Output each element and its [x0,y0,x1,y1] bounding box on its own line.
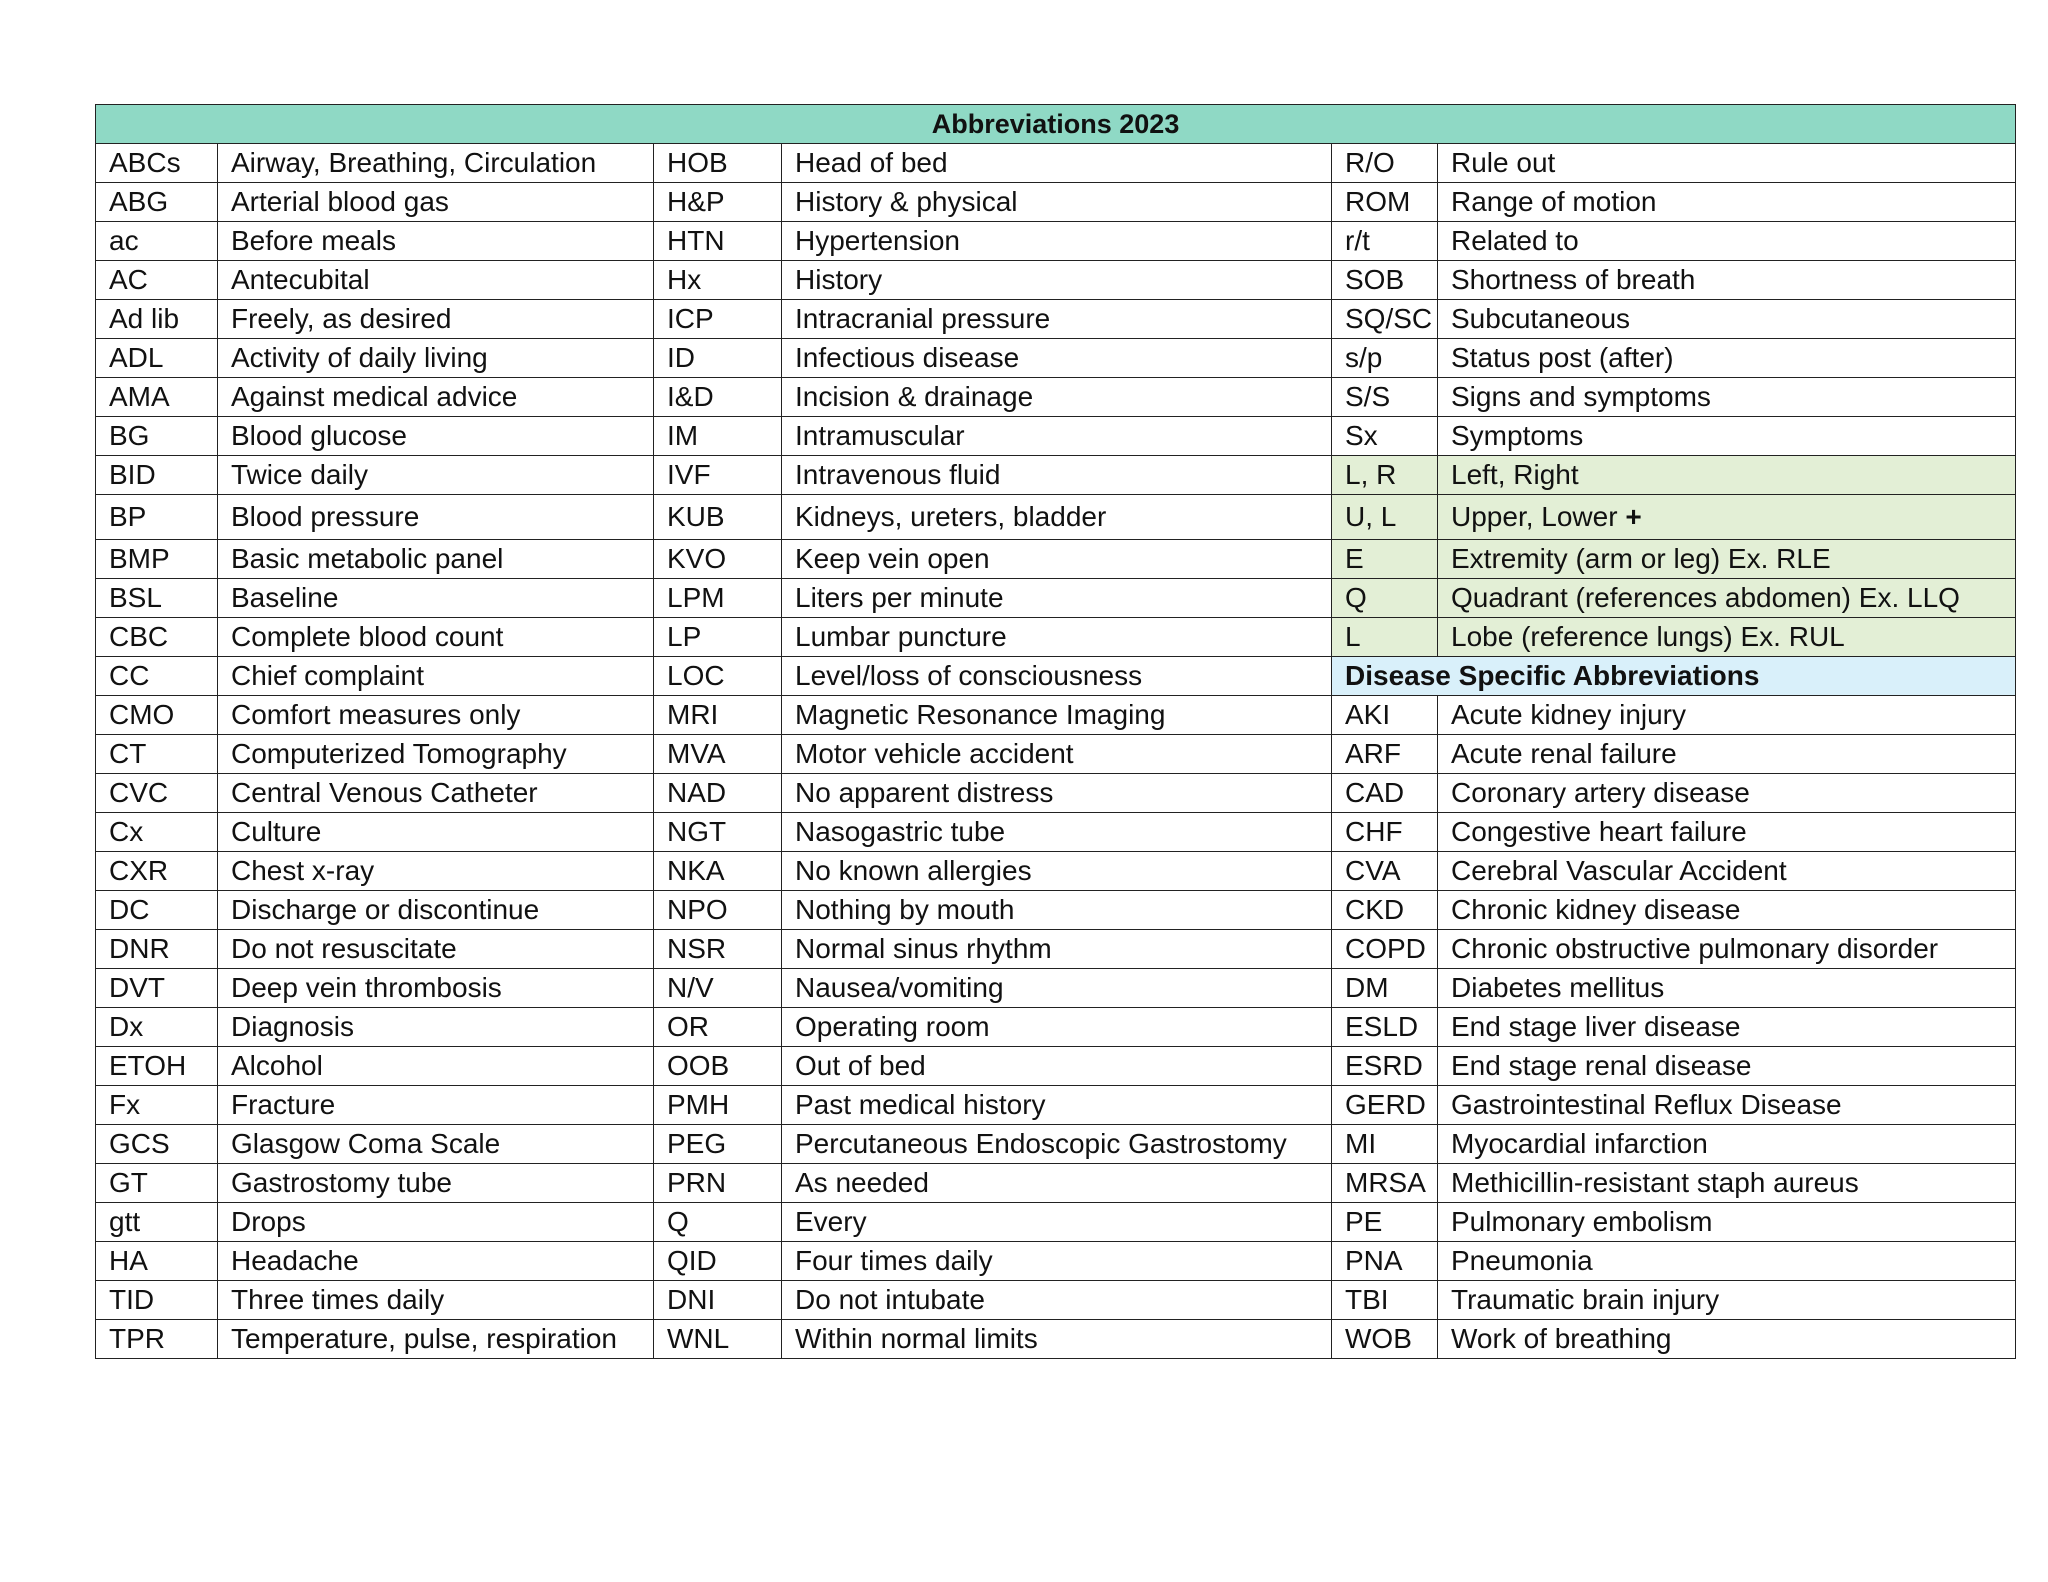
abbr-cell: Dx [96,1008,218,1047]
abbreviations-table [95,104,2016,1359]
abbr-cell: TID [96,1281,218,1320]
abbr-cell: ac [96,222,218,261]
meaning-cell: Intracranial pressure [782,300,1332,339]
abbr-cell: KVO [654,540,782,579]
meaning-text: Upper, Lower [1451,501,1618,532]
meaning-cell: No apparent distress [782,774,1332,813]
abbr-cell: S/S [1332,378,1438,417]
table-row [96,540,2016,579]
meaning-cell: History & physical [782,183,1332,222]
meaning-cell: Diabetes mellitus [1438,969,2016,1008]
meaning-cell: Methicillin-resistant staph aureus [1438,1164,2016,1203]
section-heading: Disease Specific Abbreviations [1332,657,2016,696]
table-row [96,1008,2016,1047]
abbr-cell: HA [96,1242,218,1281]
abbr-cell: GCS [96,1125,218,1164]
abbr-cell: NGT [654,813,782,852]
table-row [96,378,2016,417]
meaning-cell: End stage renal disease [1438,1047,2016,1086]
abbr-cell: ADL [96,339,218,378]
abbr-cell: gtt [96,1203,218,1242]
table-row [96,579,2016,618]
meaning-cell: Work of breathing [1438,1320,2016,1359]
table-row [96,261,2016,300]
meaning-cell: Cerebral Vascular Accident [1438,852,2016,891]
abbr-cell: SOB [1332,261,1438,300]
abbr-cell: PMH [654,1086,782,1125]
meaning-cell: Antecubital [218,261,654,300]
table-row [96,891,2016,930]
table-row [96,456,2016,495]
meaning-cell: Myocardial infarction [1438,1125,2016,1164]
abbr-cell: SQ/SC [1332,300,1438,339]
page-title: Abbreviations 2023 [96,105,2016,144]
abbr-cell: GT [96,1164,218,1203]
table-row [96,1281,2016,1320]
abbr-cell: Q [1332,579,1438,618]
abbr-cell: CXR [96,852,218,891]
abbr-cell: MRI [654,696,782,735]
abbr-cell: PE [1332,1203,1438,1242]
meaning-cell: Culture [218,813,654,852]
abbr-cell: E [1332,540,1438,579]
table-row [96,735,2016,774]
abbr-cell: MRSA [1332,1164,1438,1203]
table-row [96,696,2016,735]
meaning-text: Symptoms [1451,420,1584,451]
meaning-cell: Out of bed [782,1047,1332,1086]
table-row [96,618,2016,657]
meaning-cell: Normal sinus rhythm [782,930,1332,969]
meaning-text: Shortness of breath [1451,264,1696,295]
abbr-cell: MVA [654,735,782,774]
abbr-cell: KUB [654,495,782,540]
meaning-cell: As needed [782,1164,1332,1203]
meaning-cell: Drops [218,1203,654,1242]
meaning-cell: Three times daily [218,1281,654,1320]
abbr-cell: IM [654,417,782,456]
meaning-cell: Traumatic brain injury [1438,1281,2016,1320]
meaning-cell: Deep vein thrombosis [218,969,654,1008]
abbr-cell: LOC [654,657,782,696]
abbr-cell: MI [1332,1125,1438,1164]
abbr-cell: CHF [1332,813,1438,852]
meaning-cell: Magnetic Resonance Imaging [782,696,1332,735]
abbr-cell: ICP [654,300,782,339]
meaning-cell: Headache [218,1242,654,1281]
meaning-cell: Airway, Breathing, Circulation [218,144,654,183]
abbr-cell: H&P [654,183,782,222]
abbr-cell: PNA [1332,1242,1438,1281]
abbr-cell: PRN [654,1164,782,1203]
table-row [96,1203,2016,1242]
abbr-cell: CAD [1332,774,1438,813]
abbr-cell: ROM [1332,183,1438,222]
meaning-cell: Congestive heart failure [1438,813,2016,852]
meaning-cell: Chronic obstructive pulmonary disorder [1438,930,2016,969]
meaning-cell: Blood pressure [218,495,654,540]
abbr-cell: DVT [96,969,218,1008]
abbr-cell: BMP [96,540,218,579]
meaning-cell: Every [782,1203,1332,1242]
meaning-cell: Activity of daily living [218,339,654,378]
abbr-cell: DNI [654,1281,782,1320]
abbr-cell: BP [96,495,218,540]
meaning-cell [1438,144,2016,183]
meaning-cell: Liters per minute [782,579,1332,618]
abbr-cell: BID [96,456,218,495]
abbr-cell: Cx [96,813,218,852]
table-row [96,969,2016,1008]
meaning-cell: Within normal limits [782,1320,1332,1359]
meaning-text: Related to [1451,225,1579,256]
abbr-cell: IVF [654,456,782,495]
meaning-cell: Nothing by mouth [782,891,1332,930]
meaning-cell: Acute kidney injury [1438,696,2016,735]
meaning-cell: Complete blood count [218,618,654,657]
meaning-cell [1438,540,2016,579]
table-row [96,183,2016,222]
table-row [96,495,2016,540]
meaning-cell: Level/loss of consciousness [782,657,1332,696]
table-row [96,339,2016,378]
table-row [96,144,2016,183]
abbr-cell: DNR [96,930,218,969]
abbr-cell: TBI [1332,1281,1438,1320]
abbr-cell: ABG [96,183,218,222]
abbr-cell: CVA [1332,852,1438,891]
meaning-cell: Incision & drainage [782,378,1332,417]
meaning-text: Status post (after) [1451,342,1674,373]
meaning-cell [1438,417,2016,456]
abbr-cell: CT [96,735,218,774]
abbr-cell: TPR [96,1320,218,1359]
meaning-cell: Acute renal failure [1438,735,2016,774]
meaning-cell: Basic metabolic panel [218,540,654,579]
meaning-cell: Do not resuscitate [218,930,654,969]
meaning-text: Left, Right [1451,459,1579,490]
table-body [96,105,2016,1359]
abbr-cell: HOB [654,144,782,183]
abbr-cell: AMA [96,378,218,417]
meaning-cell: Intramuscular [782,417,1332,456]
meaning-cell: Do not intubate [782,1281,1332,1320]
abbr-cell: s/p [1332,339,1438,378]
abbr-cell: CC [96,657,218,696]
abbr-cell: Ad lib [96,300,218,339]
meaning-cell: Nasogastric tube [782,813,1332,852]
meaning-cell: Coronary artery disease [1438,774,2016,813]
abbr-cell: DC [96,891,218,930]
meaning-cell: Before meals [218,222,654,261]
table-row [96,1125,2016,1164]
abbr-cell: L, R [1332,456,1438,495]
meaning-cell [1438,339,2016,378]
meaning-cell [1438,456,2016,495]
meaning-cell: Temperature, pulse, respiration [218,1320,654,1359]
meaning-cell: Central Venous Catheter [218,774,654,813]
meaning-text: Range of motion [1451,186,1657,217]
abbr-cell: NSR [654,930,782,969]
meaning-cell: Arterial blood gas [218,183,654,222]
meaning-cell [1438,183,2016,222]
table-row [96,222,2016,261]
abbr-cell: Sx [1332,417,1438,456]
abbr-cell: HTN [654,222,782,261]
meaning-cell: Discharge or discontinue [218,891,654,930]
abbr-cell: QID [654,1242,782,1281]
meaning-cell: Four times daily [782,1242,1332,1281]
meaning-text: Extremity (arm or leg) Ex. RLE [1451,543,1831,574]
meaning-cell: Nausea/vomiting [782,969,1332,1008]
abbr-cell: Fx [96,1086,218,1125]
meaning-cell [1438,300,2016,339]
abbr-cell: CBC [96,618,218,657]
abbr-cell: BSL [96,579,218,618]
meaning-cell: Freely, as desired [218,300,654,339]
abbr-cell: GERD [1332,1086,1438,1125]
meaning-cell [1438,579,2016,618]
meaning-text: Lobe (reference lungs) Ex. RUL [1451,621,1845,652]
meaning-cell: Intravenous fluid [782,456,1332,495]
meaning-cell: Pulmonary embolism [1438,1203,2016,1242]
meaning-cell [1438,618,2016,657]
table-row [96,300,2016,339]
meaning-cell: Operating room [782,1008,1332,1047]
meaning-cell: No known allergies [782,852,1332,891]
abbr-cell: WNL [654,1320,782,1359]
meaning-cell: Glasgow Coma Scale [218,1125,654,1164]
abbr-cell: OR [654,1008,782,1047]
abbr-cell: AC [96,261,218,300]
table-row [96,1242,2016,1281]
meaning-cell: Comfort measures only [218,696,654,735]
meaning-cell: Gastrostomy tube [218,1164,654,1203]
meaning-cell [1438,378,2016,417]
abbr-cell: NAD [654,774,782,813]
table-row [96,1086,2016,1125]
meaning-cell: Head of bed [782,144,1332,183]
abbr-cell: COPD [1332,930,1438,969]
abbr-cell: CMO [96,696,218,735]
meaning-cell: Fracture [218,1086,654,1125]
meaning-cell: Chief complaint [218,657,654,696]
abbr-cell: NPO [654,891,782,930]
abbr-cell: BG [96,417,218,456]
title-row [96,105,2016,144]
plus-icon: + [1625,501,1642,532]
table-row [96,1164,2016,1203]
abbr-cell: U, L [1332,495,1438,540]
abbr-cell: N/V [654,969,782,1008]
abbr-cell: L [1332,618,1438,657]
abbr-cell: LPM [654,579,782,618]
abbr-cell: Hx [654,261,782,300]
abbr-cell: CKD [1332,891,1438,930]
meaning-cell [1438,222,2016,261]
meaning-cell: History [782,261,1332,300]
abbr-cell: ESRD [1332,1047,1438,1086]
abbr-cell: R/O [1332,144,1438,183]
abbr-cell: OOB [654,1047,782,1086]
table-row [96,930,2016,969]
abbr-cell: ESLD [1332,1008,1438,1047]
meaning-cell: End stage liver disease [1438,1008,2016,1047]
meaning-cell: Motor vehicle accident [782,735,1332,774]
abbr-cell: Q [654,1203,782,1242]
abbr-cell: NKA [654,852,782,891]
meaning-cell: Past medical history [782,1086,1332,1125]
abbr-cell: LP [654,618,782,657]
meaning-cell: Percutaneous Endoscopic Gastrostomy [782,1125,1332,1164]
meaning-text: Rule out [1451,147,1556,178]
meaning-text: Subcutaneous [1451,303,1631,334]
meaning-cell: Hypertension [782,222,1332,261]
table-row [96,852,2016,891]
meaning-cell: Kidneys, ureters, bladder [782,495,1332,540]
meaning-cell: Keep vein open [782,540,1332,579]
meaning-cell: Pneumonia [1438,1242,2016,1281]
table-row [96,774,2016,813]
abbr-cell: ARF [1332,735,1438,774]
meaning-cell: Chest x-ray [218,852,654,891]
abbr-cell: I&D [654,378,782,417]
abbr-cell: CVC [96,774,218,813]
meaning-cell: Gastrointestinal Reflux Disease [1438,1086,2016,1125]
table-row [96,417,2016,456]
meaning-cell: Blood glucose [218,417,654,456]
meaning-cell: Lumbar puncture [782,618,1332,657]
meaning-cell: Alcohol [218,1047,654,1086]
abbr-cell: DM [1332,969,1438,1008]
meaning-cell: Infectious disease [782,339,1332,378]
abbr-cell: ID [654,339,782,378]
meaning-cell: Baseline [218,579,654,618]
table-row [96,813,2016,852]
table-row [96,1047,2016,1086]
table-row [96,1320,2016,1359]
meaning-cell [1438,261,2016,300]
abbr-cell: PEG [654,1125,782,1164]
abbr-cell: WOB [1332,1320,1438,1359]
abbr-cell: r/t [1332,222,1438,261]
abbr-cell: AKI [1332,696,1438,735]
meaning-cell: Computerized Tomography [218,735,654,774]
meaning-text: Signs and symptoms [1451,381,1711,412]
meaning-cell: Chronic kidney disease [1438,891,2016,930]
meaning-cell: Diagnosis [218,1008,654,1047]
meaning-text: Quadrant (references abdomen) Ex. LLQ [1451,582,1960,613]
meaning-cell [1438,495,2016,540]
abbr-cell: ETOH [96,1047,218,1086]
meaning-cell: Against medical advice [218,378,654,417]
table-row [96,657,2016,696]
abbr-cell: ABCs [96,144,218,183]
meaning-cell: Twice daily [218,456,654,495]
